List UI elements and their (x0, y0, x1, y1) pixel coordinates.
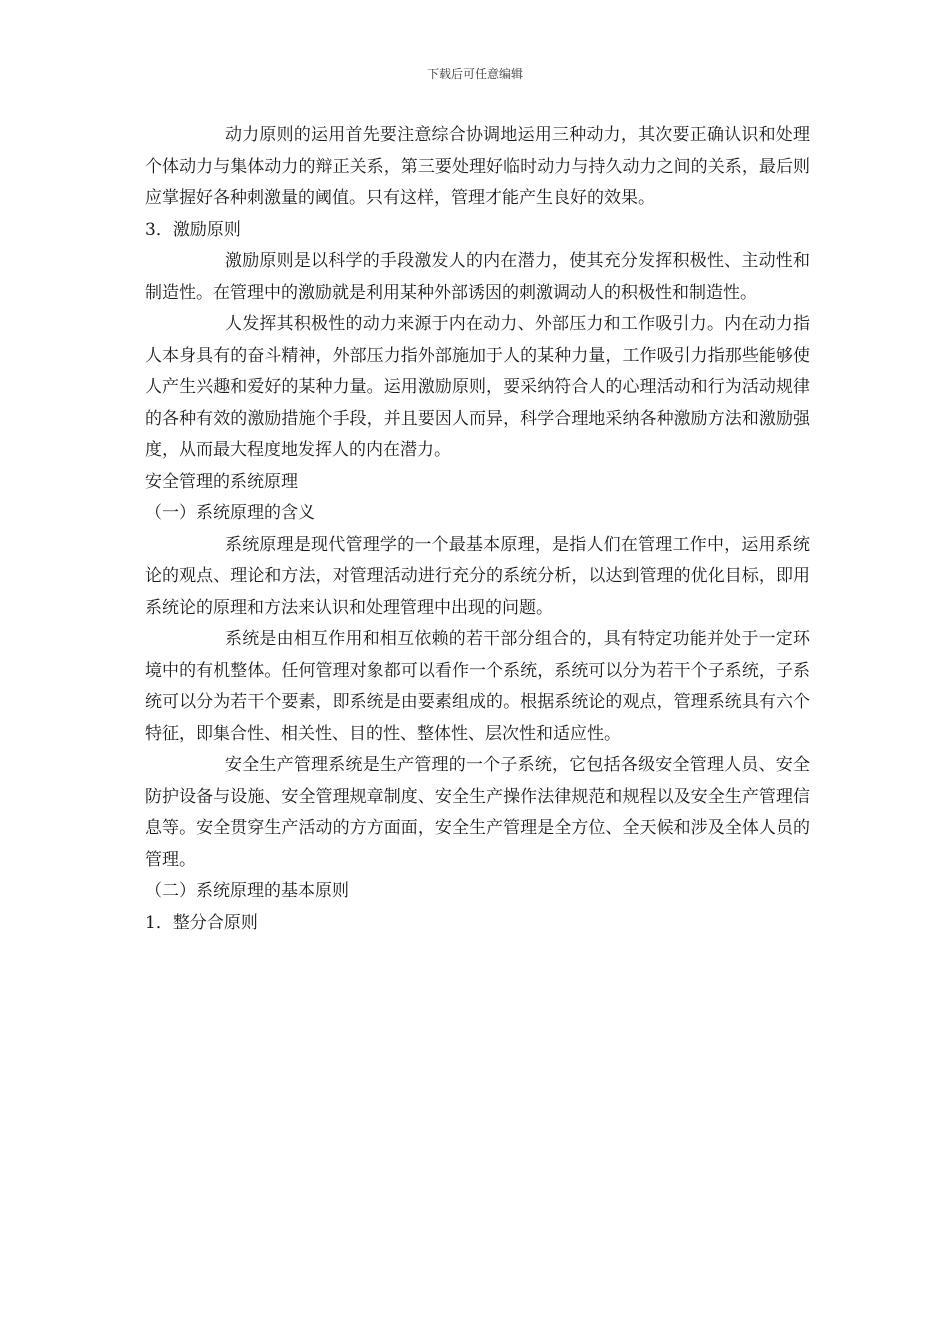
paragraph-motivation-sources: 人发挥其积极性的动力来源于内在动力、外部压力和工作吸引力。内在动力指人本身具有的奋斗精神，外部压力指外部施加于人的某种力量，工作吸引力指那些能够使人产生兴趣和爱好的某种力量。运用激励原则，要采纳符合人的心理活动和行为活动规律的各种有效的激励措施个手段，并且要因人而异，科学合理地采纳各种激励方法和激励强度，从而最大程度地发挥人的内在潜力。 (145, 314, 810, 460)
page-header: 下载后可任意编辑 (426, 67, 523, 81)
paragraph-dynamic-principle: 动力原则的运用首先要注意综合协调地运用三种动力，其次要正确认识和处理个体动力与集体动力的辩正关系，第三要处理好临时动力与持久动力之间的关系，最后则应掌握好各种刺激量的阈值。只有这样，管理才能产生良好的效果。 (145, 125, 810, 208)
heading-incentive-principle: 3．激励原则 (145, 219, 241, 240)
heading-integration-principle: 1．整分合原则 (145, 912, 258, 933)
paragraph-system-features: 系统是由相互作用和相互依赖的若干部分组合的，具有特定功能并处于一定环境中的有机整体。任何管理对象都可以看作一个系统，系统可以分为若干个子系统，子系统可以分为若干个要素，即系统是由要素组成的。根据系统论的观点，管理系统具有六个特征，即集合性、相关性、目的性、整体性、层次性和适应性。 (145, 629, 810, 744)
document-body (145, 120, 810, 939)
paragraph-incentive-definition: 激励原则是以科学的手段激发人的内在潜力，使其充分发挥积极性、主动性和制造性。在管理中的激励就是利用某种外部诱因的刺激调动人的积极性和制造性。 (145, 251, 810, 303)
heading-system-basic-rules: （二）系统原理的基本原则 (145, 881, 349, 901)
paragraph-safety-management-system: 安全生产管理系统是生产管理的一个子系统，它包括各级安全管理人员、安全防护设备与设施、安全管理规章制度、安全生产操作法律规范和规程以及安全生产管理信息等。安全贯穿生产活动的方方面面，安全生产管理是全方位、全天候和涉及全体人员的管理。 (145, 755, 810, 870)
paragraph-system-definition: 系统原理是现代管理学的一个最基本原理，是指人们在管理工作中，运用系统论的观点、理论和方法，对管理活动进行充分的系统分析，以达到管理的优化目标，即用系统论的原理和方法来认识和处理管理中出现的问题。 (145, 534, 810, 618)
heading-system-principle: 安全管理的系统原理 (145, 471, 298, 492)
heading-system-meaning: （一）系统原理的含义 (145, 503, 315, 523)
